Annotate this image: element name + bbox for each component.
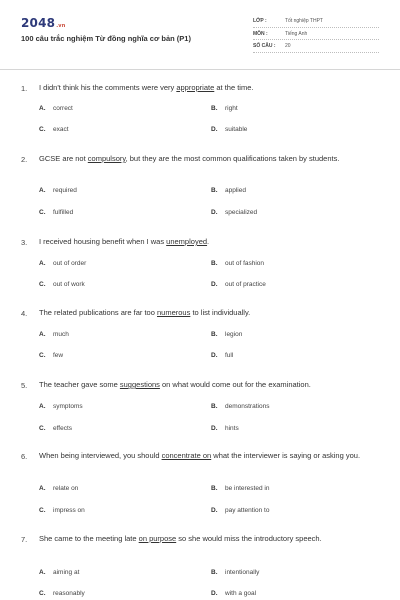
option-a[interactable]	[39, 569, 79, 576]
option-letter: C.	[39, 126, 46, 133]
question-text-part: at the time.	[214, 83, 254, 92]
question-text-part: GCSE are not	[39, 154, 88, 163]
option-text: applied	[225, 187, 246, 194]
option-c[interactable]	[39, 590, 85, 597]
option-text: exact	[53, 126, 69, 133]
option-letter: C.	[39, 281, 46, 288]
meta-value: Tốt nghiệp THPT	[285, 18, 323, 24]
question-text-part: .	[207, 237, 210, 246]
option-text: intentionally	[225, 569, 260, 576]
option-text: demonstrations	[225, 403, 270, 410]
question-text	[39, 153, 384, 164]
option-text: legion	[225, 331, 243, 338]
option-letter: A.	[39, 403, 46, 410]
question-text-part: The teacher gave some	[39, 380, 120, 389]
question-text	[39, 236, 384, 247]
option-letter: B.	[211, 569, 218, 576]
underlined-word: unemployed	[166, 237, 208, 246]
option-text: be interested in	[225, 485, 270, 492]
option-letter: A.	[39, 260, 46, 267]
option-text: pay attention to	[225, 507, 270, 514]
underlined-word: concentrate on	[161, 451, 212, 460]
option-letter: C.	[39, 209, 46, 216]
underlined-word: numerous	[157, 308, 191, 317]
option-b[interactable]	[211, 485, 269, 492]
option-c[interactable]	[39, 126, 69, 133]
question-list	[0, 70, 400, 600]
option-text: few	[53, 352, 64, 359]
question-text	[39, 379, 384, 390]
logo-suffix: .vn	[56, 23, 66, 29]
meta-row-subject	[253, 28, 379, 41]
meta-label: MÔN :	[253, 30, 268, 37]
option-d[interactable]	[211, 281, 266, 288]
option-d[interactable]	[211, 425, 239, 432]
question-text-part: , but they are the most common qualifications taken by students.	[125, 154, 340, 163]
option-text: effects	[53, 425, 73, 432]
meta-value: Tiếng Anh	[285, 30, 308, 37]
option-a[interactable]	[39, 331, 69, 338]
option-b[interactable]	[211, 105, 238, 112]
question-number: 1.	[21, 84, 28, 93]
document-header	[0, 0, 400, 70]
question-text	[39, 533, 384, 544]
option-a[interactable]	[39, 260, 86, 267]
underlined-word: compulsory	[87, 154, 126, 163]
option-c[interactable]	[39, 352, 63, 359]
option-letter: C.	[39, 352, 46, 359]
option-text: much	[53, 331, 69, 338]
underlined-word: on purpose	[138, 534, 177, 543]
question-number: 7.	[21, 535, 28, 544]
option-b[interactable]	[211, 260, 264, 267]
option-text: out of fashion	[225, 260, 265, 267]
option-letter: A.	[39, 105, 46, 112]
question-text-part: so she would miss the introductory speech.	[176, 534, 322, 543]
option-letter: D.	[211, 425, 218, 432]
site-logo[interactable]	[21, 16, 66, 30]
option-text: right	[225, 105, 238, 112]
underlined-word: suggestions	[119, 380, 160, 389]
option-letter: D.	[211, 126, 218, 133]
question-number: 4.	[21, 309, 28, 318]
option-letter: C.	[39, 425, 46, 432]
option-text: relate on	[53, 485, 79, 492]
question-text-part: I received housing benefit when I was	[39, 237, 167, 246]
meta-info	[253, 15, 379, 53]
option-text: hints	[225, 425, 239, 432]
question-text-part: what the interviewer is saying or asking you.	[211, 451, 361, 460]
option-b[interactable]	[211, 187, 246, 194]
option-text: with a goal	[225, 590, 257, 597]
option-a[interactable]	[39, 187, 77, 194]
option-d[interactable]	[211, 352, 233, 359]
question-text-part: I didn't think his the comments were very	[39, 83, 177, 92]
option-d[interactable]	[211, 126, 247, 133]
option-letter: A.	[39, 187, 46, 194]
question-text	[39, 450, 384, 461]
option-d[interactable]	[211, 507, 269, 514]
option-letter: D.	[211, 281, 218, 288]
meta-row-count	[253, 40, 379, 53]
option-text: suitable	[225, 126, 248, 133]
option-letter: B.	[211, 331, 218, 338]
option-letter: C.	[39, 507, 46, 514]
option-a[interactable]	[39, 105, 73, 112]
option-letter: C.	[39, 590, 46, 597]
option-letter: B.	[211, 105, 218, 112]
option-letter: D.	[211, 507, 218, 514]
question-number: 2.	[21, 155, 28, 164]
option-text: out of order	[53, 260, 87, 267]
option-letter: B.	[211, 403, 218, 410]
option-text: out of practice	[225, 281, 266, 288]
option-letter: D.	[211, 352, 218, 359]
meta-row-class	[253, 15, 379, 28]
option-text: out of work	[53, 281, 85, 288]
option-letter: A.	[39, 485, 46, 492]
logo-text: 2048	[21, 16, 56, 30]
option-text: required	[53, 187, 77, 194]
question-text-part: She came to the meeting late	[39, 534, 139, 543]
question-text	[39, 307, 384, 318]
underlined-word: appropriate	[176, 83, 215, 92]
option-letter: B.	[211, 485, 218, 492]
option-a[interactable]	[39, 485, 78, 492]
option-b[interactable]	[211, 569, 259, 576]
option-letter: A.	[39, 569, 46, 576]
question-text-part: on what would come out for the examination.	[159, 380, 311, 389]
option-letter: B.	[211, 187, 218, 194]
option-letter: B.	[211, 260, 218, 267]
option-c[interactable]	[39, 209, 73, 216]
option-c[interactable]	[39, 281, 85, 288]
option-letter: D.	[211, 590, 218, 597]
question-number: 3.	[21, 238, 28, 247]
option-text: symptoms	[53, 403, 83, 410]
option-b[interactable]	[211, 403, 269, 410]
meta-label: SỐ CÂU :	[253, 43, 276, 49]
option-text: impress on	[53, 507, 85, 514]
option-a[interactable]	[39, 403, 83, 410]
option-c[interactable]	[39, 425, 72, 432]
option-text: specialized	[225, 209, 258, 216]
meta-value: 20	[285, 43, 291, 49]
option-text: correct	[53, 105, 73, 112]
option-text: full	[225, 352, 234, 359]
option-text: reasonably	[53, 590, 85, 597]
question-text	[39, 82, 384, 93]
option-text: fulfilled	[53, 209, 74, 216]
option-letter: D.	[211, 209, 218, 216]
question-text-part: The related publications are far too	[39, 308, 157, 317]
option-d[interactable]	[211, 590, 256, 597]
question-text-part: to list individually.	[190, 308, 251, 317]
option-letter: A.	[39, 331, 46, 338]
question-number: 5.	[21, 381, 28, 390]
meta-label: LỚP :	[253, 18, 267, 24]
question-number: 6.	[21, 452, 28, 461]
option-d[interactable]	[211, 209, 257, 216]
document-title: 100 câu trắc nghiệm Từ đồng nghĩa cơ bản (P1)	[21, 34, 191, 43]
option-b[interactable]	[211, 331, 242, 338]
option-c[interactable]	[39, 507, 85, 514]
option-text: aiming at	[53, 569, 80, 576]
question-text-part: When being interviewed, you should	[39, 451, 162, 460]
